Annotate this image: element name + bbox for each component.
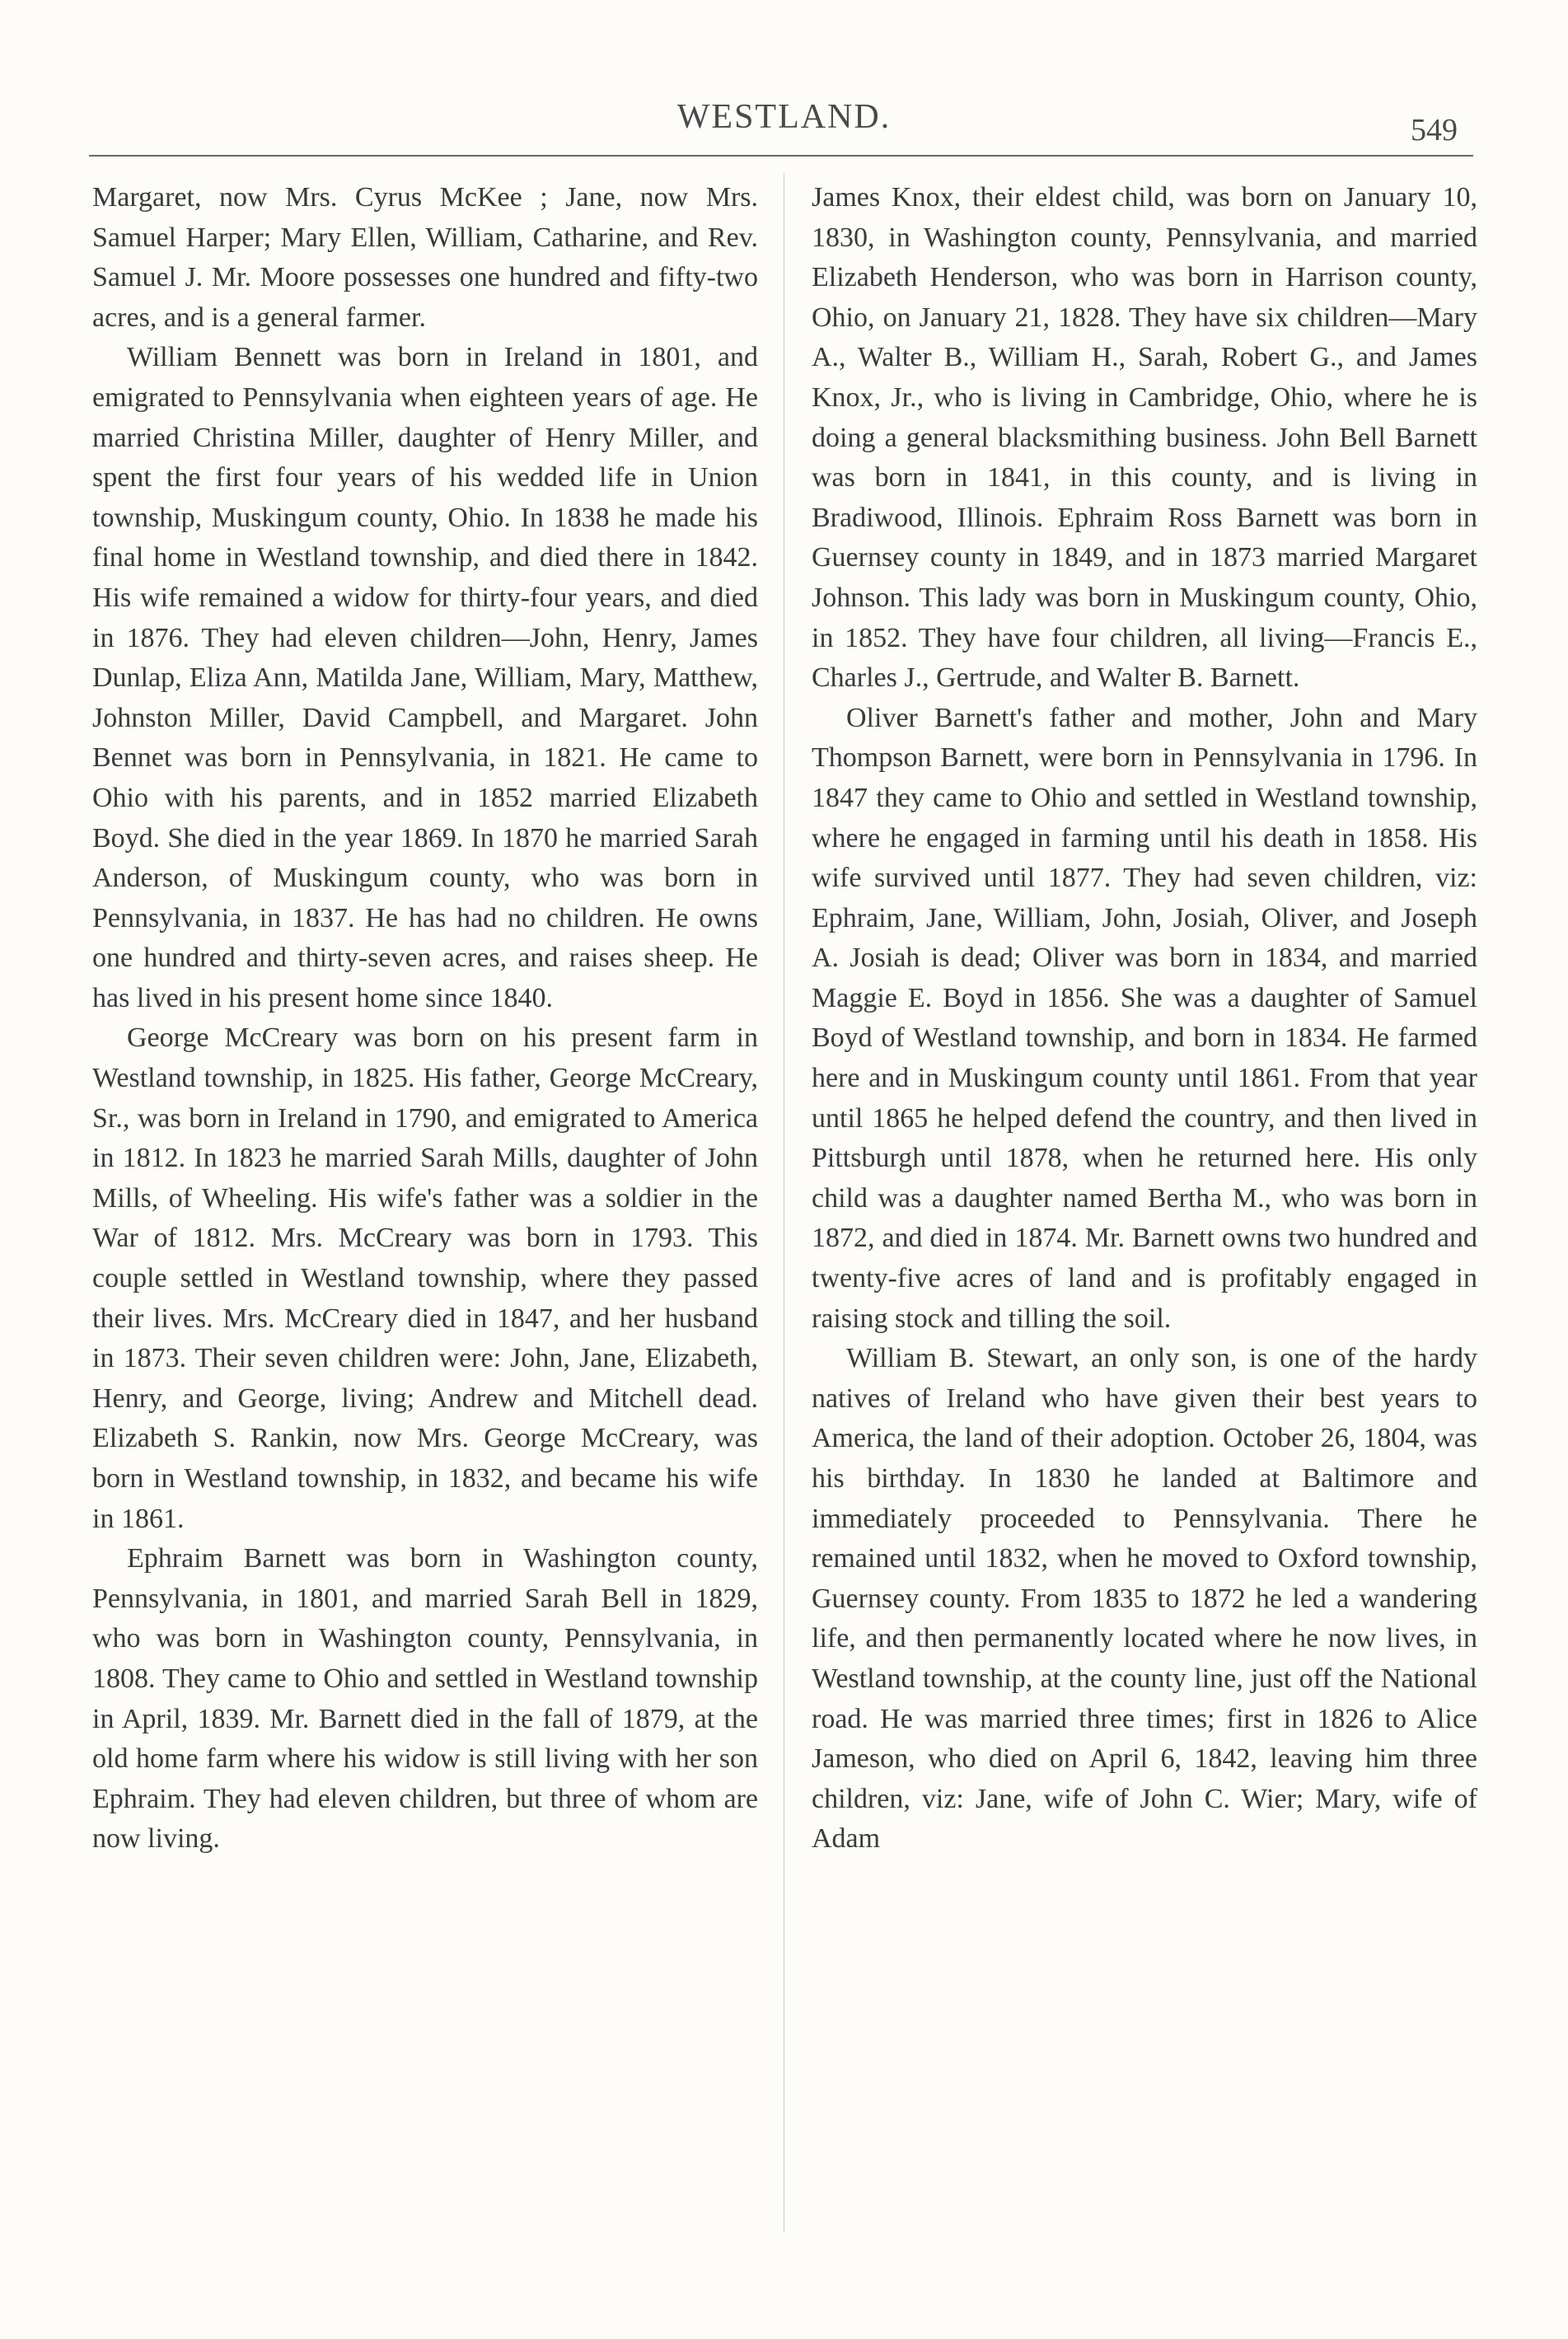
paragraph-moore-family-continued: Margaret, now Mrs. Cyrus McKee ; Jane, now Mrs. Samuel Harper; Mary Ellen, William, Catharine, and Rev. Samuel J. Mr. Moore possesses one hundred and fifty-two acres, and is a general farmer.	[92, 182, 758, 333]
paragraph-ephraim-barnett: Ephraim Barnett was born in Washington county, Pennsylvania, in 1801, and married Sarah Bell in 1829, who was born in Washington county, Pennsylvania, in 1808. They came to Ohio and settled in Westland township in April, 1839. Mr. Barnett died in the fall of 1879, at the old home farm where his widow is still living with her son Ephraim. They had eleven children, but three of whom are now living.	[92, 1543, 758, 1855]
page-number: 549	[1411, 113, 1458, 147]
header-rule	[89, 155, 1473, 157]
left-column	[92, 178, 758, 1860]
paragraph-james-knox-barnett: James Knox, their eldest child, was born on January 10, 1830, in Washington county, Pennsylvania, and married Elizabeth Henderson, who was born in Harrison county, Ohio, on January 21, 1828. They have six children—Mary A., Walter B., William H., Sarah, Robert G., and James Knox, Jr., who is living in Cambridge, Ohio, where he is doing a general blacksmithing business. John Bell Barnett was born in 1841, in this county, and is living in Bradiwood, Illinois. Ephraim Ross Barnett was born in Guernsey county in 1849, and in 1873 married Margaret Johnson. This lady was born in Muskingum county, Ohio, in 1852. They have four children, all living—Francis E., Charles J., Gertrude, and Walter B. Barnett.	[812, 182, 1477, 694]
paragraph-oliver-barnett: Oliver Barnett's father and mother, John and Mary Thompson Barnett, were born in Pennsylvania in 1796. In 1847 they came to Ohio and settled in Westland township, where he engaged in farming until his death in 1858. His wife survived until 1877. They had seven children, viz: Ephraim, Jane, William, John, Josiah, Oliver, and Joseph A. Josiah is dead; Oliver was born in 1834, and married Maggie E. Boyd in 1856. She was a daughter of Samuel Boyd of Westland township, and born in 1834. He farmed here and in Muskingum county until 1861. From that year until 1865 he helped defend the country, and then lived in Pittsburgh until 1878, when he returned here. His only child was a daughter named Bertha M., who was born in 1872, and died in 1874. Mr. Barnett owns two hundred and twenty-five acres of land and is profitably engaged in raising stock and tilling the soil.	[812, 702, 1477, 1334]
running-head-title: WESTLAND.	[676, 98, 892, 136]
paragraph-william-b-stewart: William B. Stewart, an only son, is one of the hardy natives of Ireland who have given their best years to America, the land of their adoption. October 26, 1804, was his birthday. In 1830 he landed at Baltimore and immediately proceeded to Pennsylvania. There he remained until 1832, when he moved to Oxford township, Guernsey county. From 1835 to 1872 he led a wandering life, and then permanently located where he now lives, in Westland township, at the county line, just off the National road. He was married three times; first in 1826 to Alice Jameson, who died on April 6, 1842, leaving him three children, viz: Jane, wife of John C. Wier; Mary, wife of Adam	[812, 1343, 1477, 1855]
paragraph-george-mccreary: George McCreary was born on his present farm in Westland township, in 1825. His father, George McCreary, Sr., was born in Ireland in 1790, and emigrated to America in 1812. In 1823 he married Sarah Mills, daughter of John Mills, of Wheeling. His wife's father was a soldier in the War of 1812. Mrs. McCreary was born in 1793. This couple settled in Westland township, where they passed their lives. Mrs. McCreary died in 1847, and her husband in 1873. Their seven children were: John, Jane, Elizabeth, Henry, and George, living; Andrew and Mitchell dead. Elizabeth S. Rankin, now Mrs. George McCreary, was born in Westland township, in 1832, and became his wife in 1861.	[92, 1022, 758, 1534]
right-column	[812, 178, 1477, 1860]
paragraph-william-bennett: William Bennett was born in Ireland in 1801, and emigrated to Pennsylvania when eighteen years of age. He married Christina Miller, daughter of Henry Miller, and spent the first four years of his wedded life in Union township, Muskingum county, Ohio. In 1838 he made his final home in Westland township, and died there in 1842. His wife remained a widow for thirty-four years, and died in 1876. They had eleven children—John, Henry, James Dunlap, Eliza Ann, Matilda Jane, William, Mary, Matthew, Johnston Miller, David Campbell, and Margaret. John Bennet was born in Pennsylvania, in 1821. He came to Ohio with his parents, and in 1852 married Elizabeth Boyd. She died in the year 1869. In 1870 he married Sarah Anderson, of Muskingum county, who was born in Pennsylvania, in 1837. He has had no children. He owns one hundred and thirty-seven acres, and raises sheep. He has lived in his present home since 1840.	[92, 342, 758, 1013]
